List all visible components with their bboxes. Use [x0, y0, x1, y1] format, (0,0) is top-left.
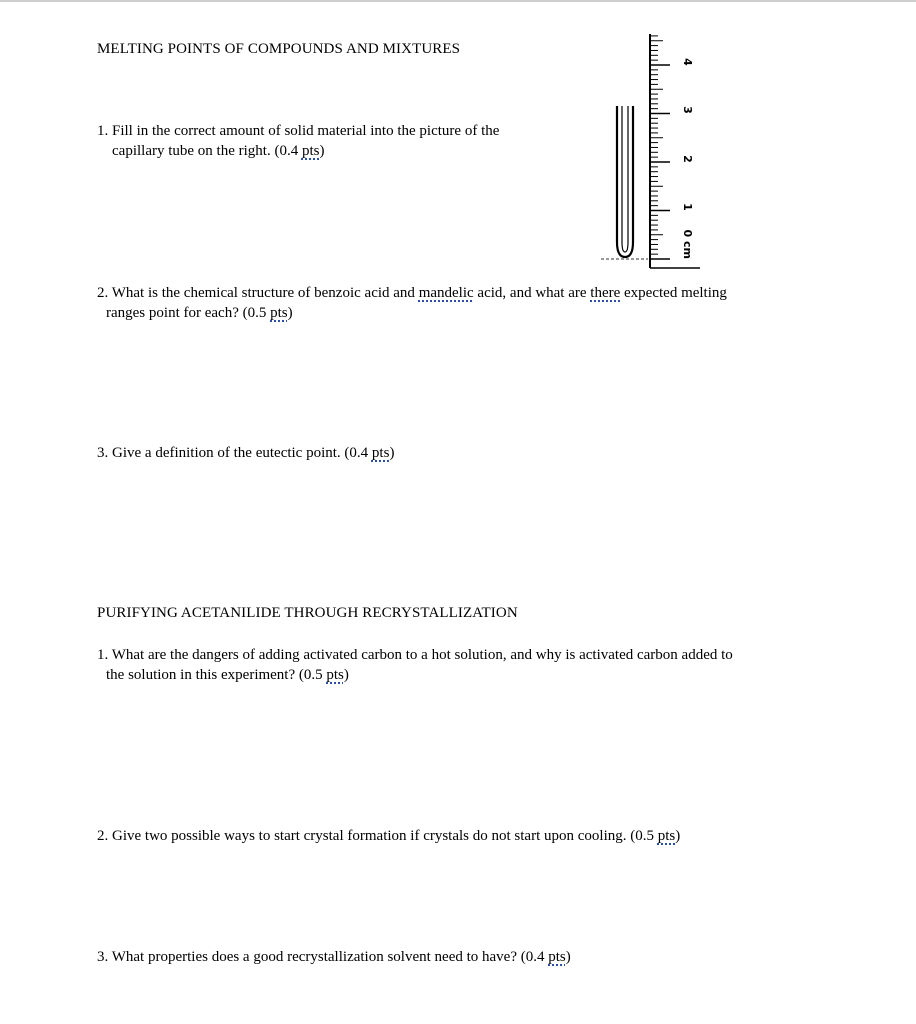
question-2-2 [97, 826, 680, 846]
question-2-3 [97, 947, 571, 967]
spellcheck-word: pts [371, 445, 390, 461]
section-heading-recrystallization: PURIFYING ACETANILIDE THROUGH RECRYSTALLIZATION [97, 605, 518, 621]
capillary-tube-inner [622, 106, 628, 252]
ruler-label: 4 [681, 58, 694, 66]
ruler-label: 3 [681, 106, 694, 114]
ruler-label: 2 [681, 155, 694, 163]
top-border-line [0, 0, 916, 2]
question-text: ) [319, 143, 325, 159]
question-1-3 [97, 443, 394, 463]
question-text: ranges point for each? (0.5 [106, 305, 271, 321]
spellcheck-word: pts [270, 305, 288, 321]
question-text: ) [389, 445, 395, 461]
ruler-label: 1 [681, 203, 694, 211]
spellcheck-word: pts [301, 143, 320, 159]
question-text: 3. What properties does a good recrystallization solvent need to have? (0.4 [97, 949, 549, 965]
question-text: 2. Give two possible ways to start crystal formation if crystals do not start upon cooling. (0.5 [97, 828, 658, 844]
ruler-label: 0 cm [681, 229, 694, 259]
spellcheck-word: pts [657, 828, 676, 844]
question-1-2 [97, 283, 727, 323]
question-text: capillary tube on the right. (0.4 [112, 143, 302, 159]
question-text: expected melting [620, 285, 727, 301]
question-text: ) [287, 305, 293, 321]
spellcheck-word: there [590, 285, 621, 301]
question-2-1 [97, 645, 733, 685]
question-text: the solution in this experiment? (0.5 [106, 667, 327, 683]
question-text: ) [343, 667, 349, 683]
question-1-1 [97, 121, 499, 161]
question-text: 2. What is the chemical structure of benzoic acid and [97, 285, 419, 301]
capillary-ruler-figure [598, 28, 702, 276]
question-text: ) [565, 949, 571, 965]
spellcheck-word: mandelic [418, 285, 474, 301]
spellcheck-word: pts [548, 949, 566, 965]
ruler-ticks [650, 36, 670, 259]
section-heading-melting-points: MELTING POINTS OF COMPOUNDS AND MIXTURES [97, 41, 461, 57]
question-text: 1. What are the dangers of adding activated carbon to a hot solution, and why is activated carbon added to [97, 647, 733, 663]
question-text: 1. Fill in the correct amount of solid material into the picture of the [97, 123, 500, 139]
question-text: ) [675, 828, 681, 844]
question-text: 3. Give a definition of the eutectic point. (0.4 [97, 445, 372, 461]
question-text: acid, and what are [473, 285, 591, 301]
spellcheck-word: pts [326, 667, 344, 683]
capillary-tube-outer [617, 106, 633, 257]
